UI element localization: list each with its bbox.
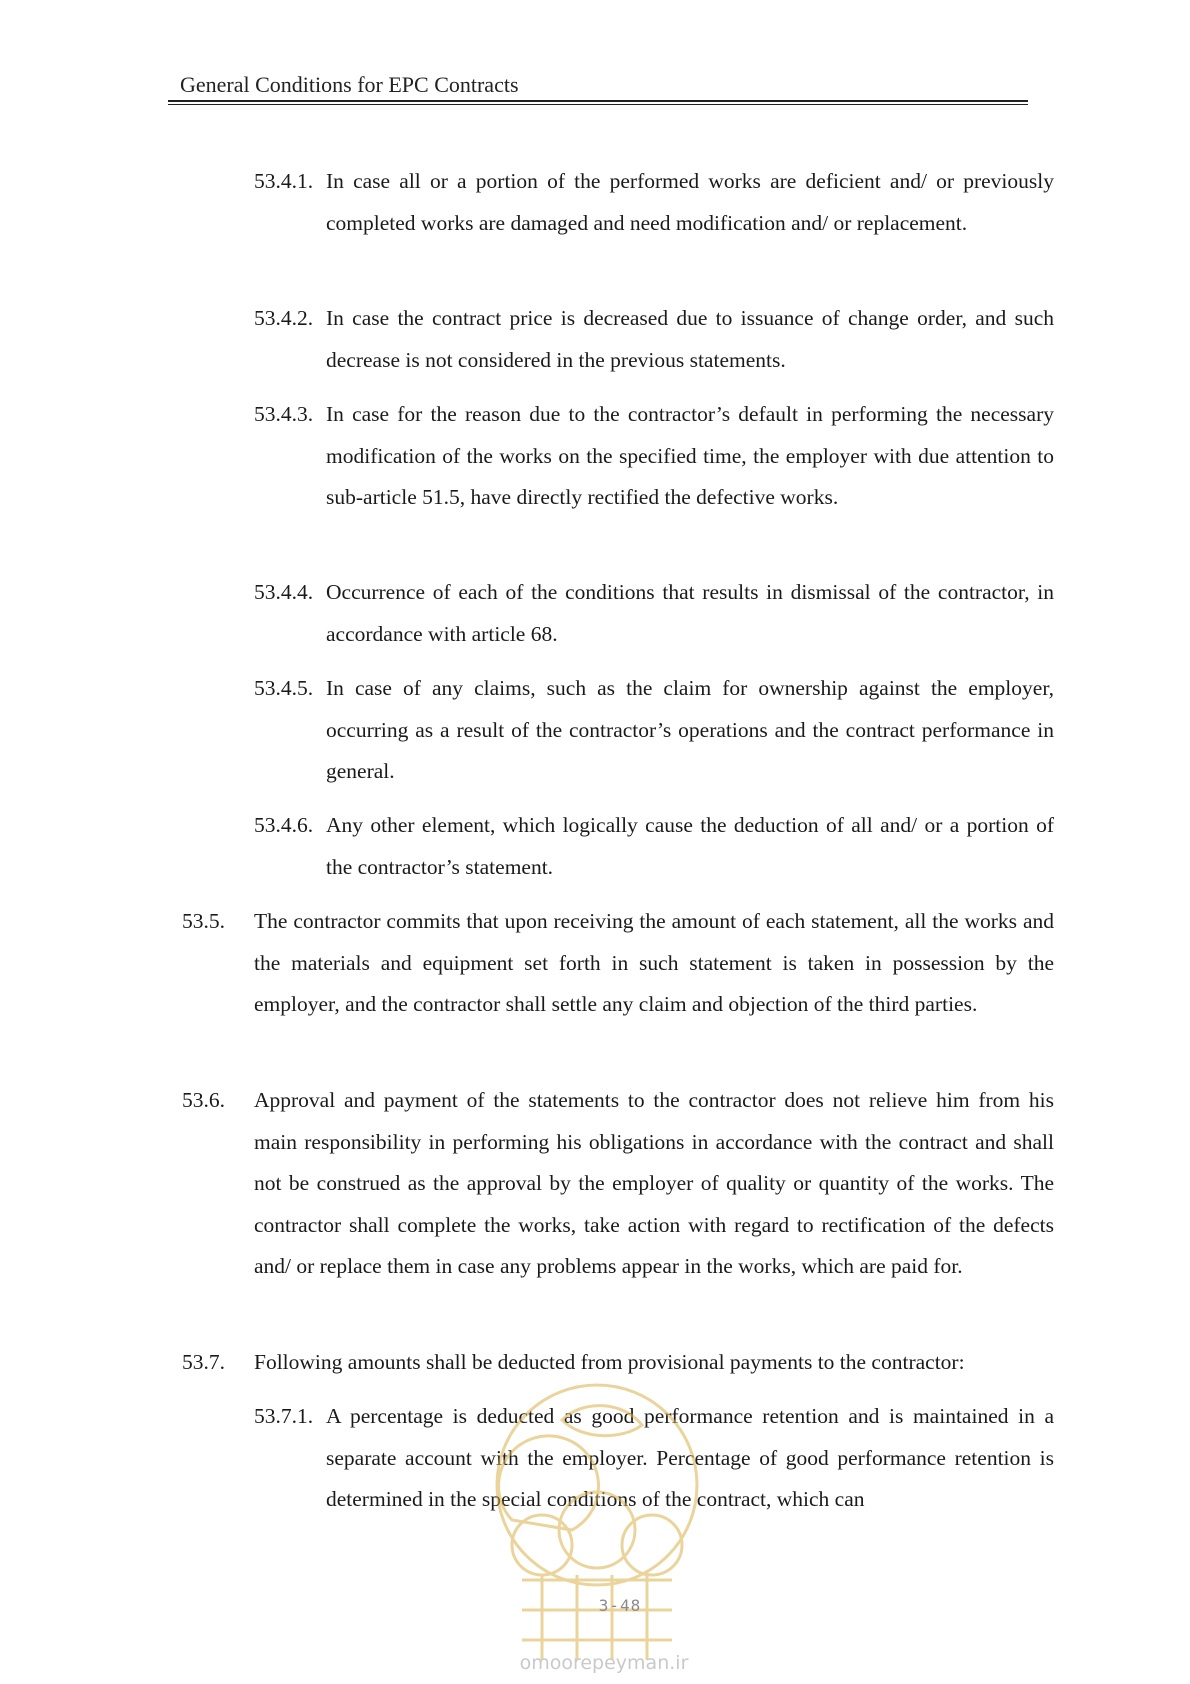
clause-text: Approval and payment of the statements to the contractor does not relieve him from his main responsibility in performing his obligations in accordance with the contract and shall not be construed as the approval by the employer of quality or quantity of the works. The contractor shall complete the works, take action with regard to rectification of the defects and/ or replace them in case any problems appear in the works, which are paid for. bbox=[254, 1088, 1054, 1278]
header-title: General Conditions for EPC Contracts bbox=[180, 72, 519, 97]
clause-number: 53.6. bbox=[182, 1088, 225, 1112]
clause-number: 53.7. bbox=[182, 1350, 225, 1374]
clause-53-4-4 bbox=[254, 572, 1054, 655]
clause-text: Following amounts shall be deducted from provisional payments to the contractor: bbox=[254, 1350, 965, 1374]
clause-text: In case all or a portion of the performed works are deficient and/ or previously completed works are damaged and need modification and/ or replacement. bbox=[326, 169, 1054, 235]
clause-53-7 bbox=[182, 1342, 1054, 1384]
clause-number: 53.4.3. bbox=[254, 402, 314, 426]
clause-text: The contractor commits that upon receiving the amount of each statement, all the works and the materials and equipment set forth in such statement is taken in possession by the employer, and the contractor shall settle any claim and objection of the third parties. bbox=[254, 909, 1054, 1016]
clause-53-4-2 bbox=[254, 298, 1054, 381]
page-number: 3-48 bbox=[598, 1596, 642, 1615]
clause-text: In case for the reason due to the contractor’s default in performing the necessary modification of the works on the specified time, the employer with due attention to sub-article 51.5, have directly rectified the defective works. bbox=[326, 402, 1054, 509]
watermark-seal-icon bbox=[482, 1380, 712, 1680]
clause-53-4-6 bbox=[254, 805, 1054, 888]
clause-number: 53.5. bbox=[182, 909, 225, 933]
clause-text: A percentage is deducted as good performance retention and is maintained in a separate account with the employer. Percentage of good performance retention is determined in the special conditions of the contract, which can bbox=[326, 1404, 1054, 1511]
watermark-site-text: omoorepeyman.ir bbox=[519, 1652, 689, 1674]
clause-text: In case of any claims, such as the claim for ownership against the employer, occurring as a result of the contractor’s operations and the contract performance in general. bbox=[326, 676, 1054, 783]
clause-text: Any other element, which logically cause the deduction of all and/ or a portion of the contractor’s statement. bbox=[326, 813, 1054, 879]
clause-53-4-1 bbox=[254, 161, 1054, 244]
clause-number: 53.4.5. bbox=[254, 676, 314, 700]
clause-text: In case the contract price is decreased due to issuance of change order, and such decrease is not considered in the previous statements. bbox=[326, 306, 1054, 372]
clause-53-4-5 bbox=[254, 668, 1054, 793]
clause-text: Occurrence of each of the conditions that results in dismissal of the contractor, in accordance with article 68. bbox=[326, 580, 1054, 646]
clause-number: 53.4.6. bbox=[254, 813, 314, 837]
clause-53-4-3 bbox=[254, 394, 1054, 519]
header-rule-thin bbox=[168, 104, 1028, 105]
clause-number: 53.7.1. bbox=[254, 1404, 314, 1428]
clause-53-5 bbox=[182, 901, 1054, 1026]
clause-number: 53.4.4. bbox=[254, 580, 314, 604]
clause-53-6 bbox=[182, 1080, 1054, 1288]
header-rule-thick bbox=[168, 100, 1028, 102]
clause-number: 53.4.2. bbox=[254, 306, 314, 330]
clause-number: 53.4.1. bbox=[254, 169, 314, 193]
